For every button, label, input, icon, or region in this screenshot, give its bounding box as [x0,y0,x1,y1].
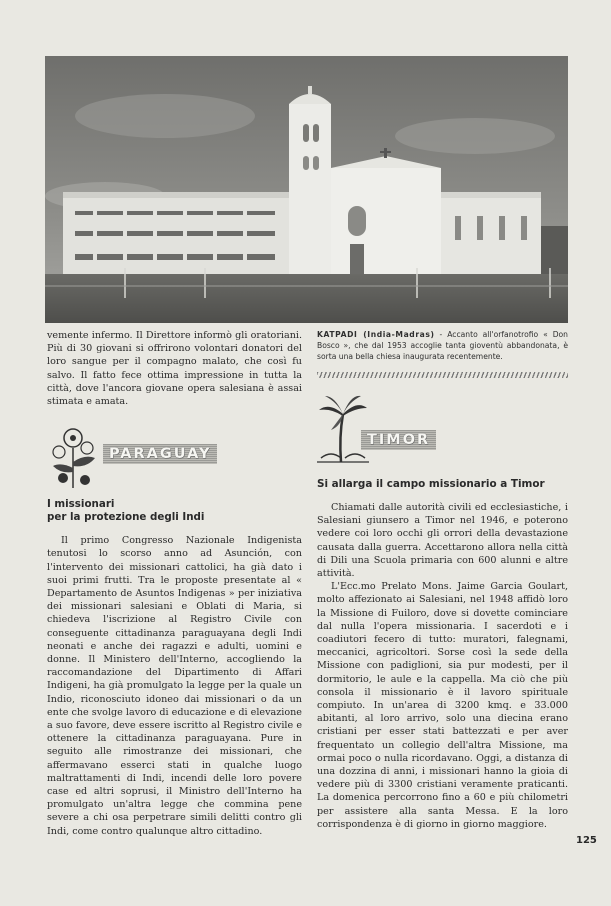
photo-caption [317,329,568,362]
section-title-line2: per la protezione degli Indi [47,511,205,524]
caption-place: KATPADI (India-Madras) [317,330,435,339]
paraguay-heading-block [47,418,302,492]
timor-heading-block [317,392,568,470]
intro-paragraph: vemente infermo. Il Direttore informò gli oratoriani. Più di 30 giovani si offrirono volontari donatori del loro sangue per il compagno malato, che così fu salvo. Il fatto fece ottima impressione in tutta la città, dove l'ancora giovane opera salesiana è assai stimata e amata. [47,330,302,408]
country-banner-paraguay: PARAGUAY [103,444,217,464]
section-title-line1: I missionari [47,498,115,511]
wavy-divider [317,372,568,378]
church-illustration [45,56,568,323]
paraguay-body: Il primo Congresso Nazionale Indigenista tenutosi lo scorso anno ad Asunción, con l'intervento dei missionari cattolici, ha già dato i suoi primi frutti. Tra le proposte presentate al « Departamento de Asuntos Indigenas » per iniziativa dei missionari salesiani e Oblati di Maria, si chiedeva l'iscrizione al Registro Civile con conseguente cittadinanza paraguayana degli Indi neonati e anche dei ragazzi e adulti, uomini e donne. Il Ministero dell'Interno, accogliendo la raccomandazione del Dipartimento di Affari Indigeni, ha già promulgato la legge per la quale un Indio, riconosciuto idoneo dai missionari o da un ente che svolge lavoro di educazione e di elevazione a suo favore, deve essere iscritto al Registro civile e ottenere la cittadinanza paraguayana. Pure in seguito alle rimostranze dei missionari, che affermavano esserci stati in qualche luogo maltrattamenti di Indi, incendi delle loro povere case ed altri soprusi, il Ministro dell'Interno ha promulgato un'altra legge che commina pene severe a chi osa perpetrare simili delitti contro gli Indi, come contro qualunque altro cittadino. [47,535,302,837]
section-title-timor: Si allarga il campo missionario a Timor [317,478,545,490]
left-column [47,329,302,838]
flower-icon [47,418,99,490]
right-column [317,329,568,831]
palm-tree-icon [317,392,369,464]
timor-paragraph-2: L'Ecc.mo Prelato Mons. Jaime Garcia Goulart, molto affezionato ai Salesiani, nel 1948 affidò loro la Missione di Fuiloro, dove si dovette cominciare dal nulla l'opera missionaria. I sacerdoti e i coadiutori fecero di tutto: muratori, falegnami, meccanici, agricoltori. Sorse così la sede della Missione con padiglioni, sia pur modesti, per il dormitorio, le aule e la cappella. Ma ciò che più consola il missionario è il lavoro spirituale compiuto. In un'area di 3200 kmq. e 33.000 abitanti, al loro arrivo, solo una diecina erano cristiani per esser stati battezzati e per aver frequentato un collegio dell'altra Missione, ma ormai poco o nulla ricordavano. Oggi, a distanza di una dozzina di anni, i missionari hanno la gioia di vedere più di 3300 cristiani veramente praticanti. La domenica percorrono fino a 60 e più chilometri per assistere alla santa Messa. E la loro corrispondenza è di giorno in giorno maggiore. [317,581,568,830]
section-title-paraguay [47,498,302,524]
church-photo [45,56,568,323]
timor-paragraph-1: Chiamati dalle autorità civili ed ecclesiastiche, i Salesiani giunsero a Timor nel 1946, e poterono vedere coi loro occhi gli orrori della devastazione causata dalla guerra. Accettarono allora nella città di Dili una Scuola primaria con 600 alunni e altre attività. [317,502,568,580]
caption-text: - Accanto all'orfanotrofio « Don Bosco », che dal 1953 accoglie tanta gioventù abbandonata, è sorta una bella chiesa inaugurata recentemente. [317,330,568,361]
page-number: 125 [576,835,597,846]
country-banner-timor: TIMOR [361,430,436,450]
